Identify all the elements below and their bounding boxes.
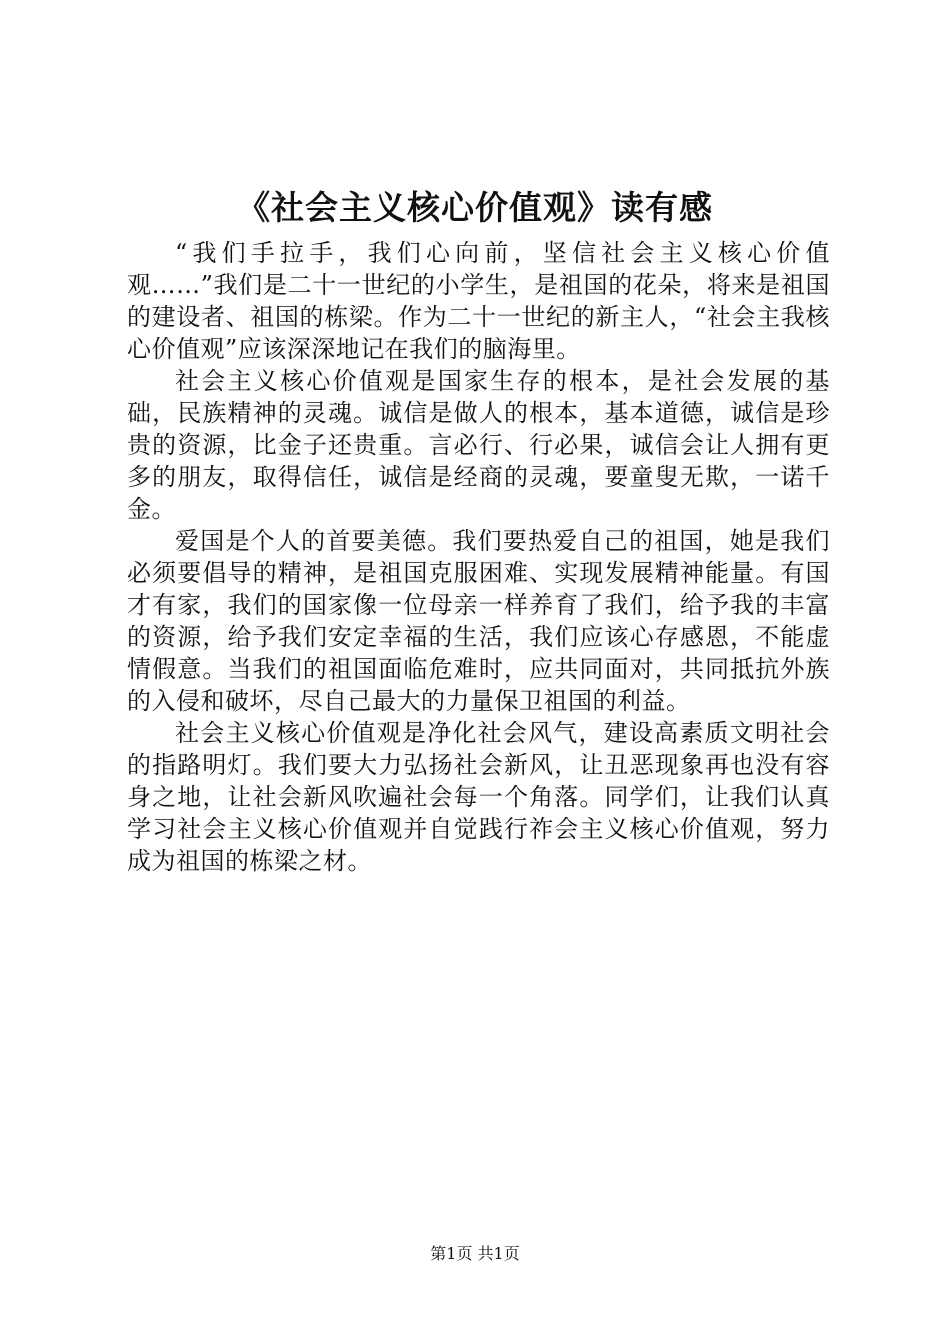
document-body — [127, 237, 830, 877]
page-number-footer: 第1页 共1页 — [430, 1244, 520, 1263]
paragraph-1: “我们手拉手，我们心向前，坚信社会主义核心价值观……”我们是二十一世纪的小学生，是祖国的花朵，将来是祖国的建设者、祖国的栋梁。作为二十一世纪的新主人，“社会主我核心价值观”应该深深地记在我们的脑海里。 — [127, 239, 830, 363]
paragraph-2: 社会主义核心价值观是国家生存的根本，是社会发展的基础，民族精神的灵魂。诚信是做人的根本，基本道德，诚信是珍贵的资源，比金子还贵重。言必行、行必果，诚信会让人拥有更多的朋友，取得信任，诚信是经商的灵魂，要童叟无欺，一诺千金。 — [127, 367, 830, 523]
paragraph-3: 爱国是个人的首要美德。我们要热爱自己的祖国，她是我们必须要倡导的精神，是祖国克服困难、实现发展精神能量。有国才有家，我们的国家像一位母亲一样养育了我们，给予我的丰富的资源，给予我们安定幸福的生活，我们应该心存感恩，不能虚情假意。当我们的祖国面临危难时，应共同面对，共同抵抗外族的入侵和破坏，尽自己最大的力量保卫祖国的利益。 — [127, 527, 830, 715]
paragraph-4: 社会主义核心价值观是净化社会风气，建设高素质文明社会的指路明灯。我们要大力弘扬社会新风，让丑恶现象再也没有容身之地，让社会新风吹遍社会每一个角落。同学们，让我们认真学习社会主义核心价值观并自觉践行祚会主义核心价值观，努力成为祖国的栋梁之材。 — [127, 719, 830, 875]
document-title: 《社会主义核心价值观》读有感 — [237, 188, 713, 227]
